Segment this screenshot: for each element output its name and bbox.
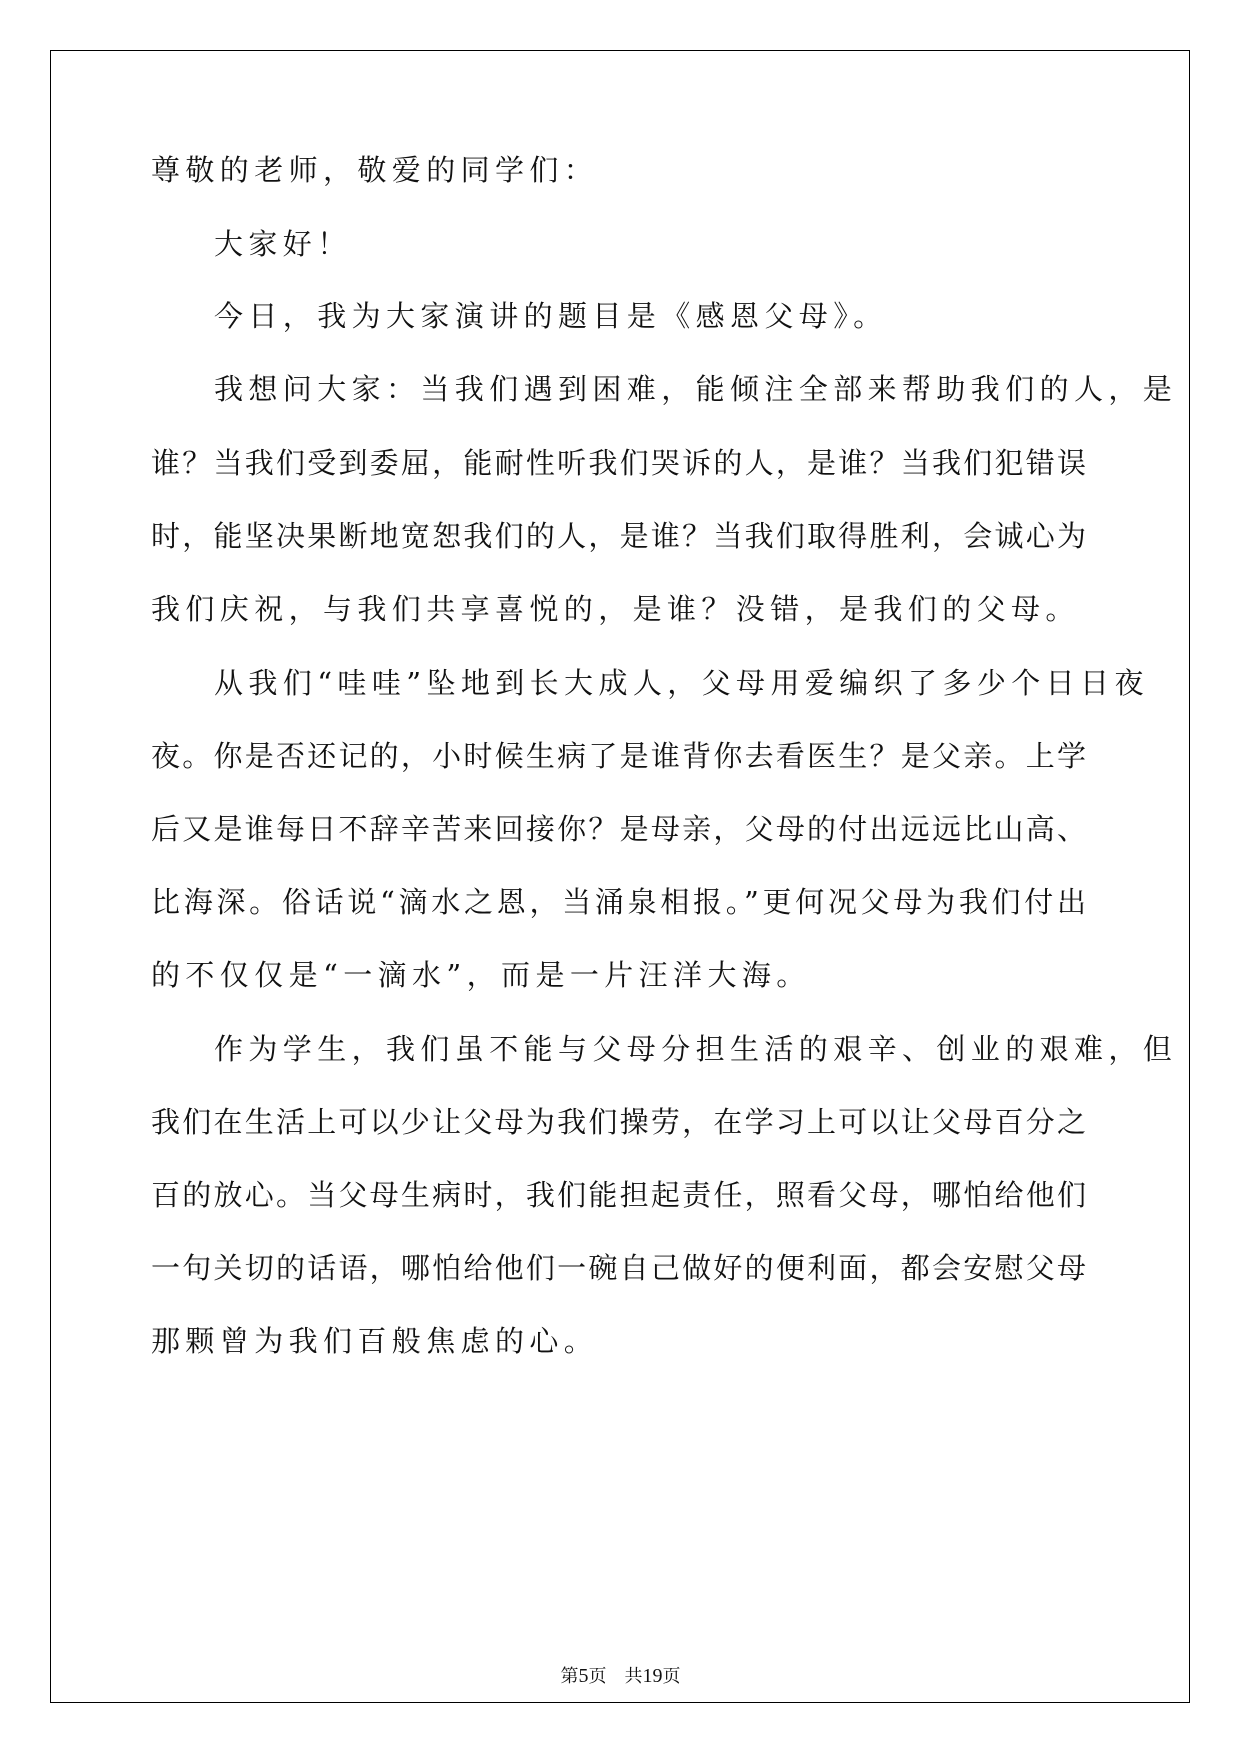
total-prefix: 共 xyxy=(624,1666,643,1686)
page-prefix: 第 xyxy=(560,1666,579,1686)
topic-line: 今日，我为大家演讲的题目是《感恩父母》。 xyxy=(214,299,888,333)
page-suffix: 页 xyxy=(588,1666,607,1686)
paragraph-line: 我想问大家：当我们遇到困难，能倾注全部来帮助我们的人，是 xyxy=(214,372,1178,406)
paragraph-line: 作为学生，我们虽不能与父母分担生活的艰辛、创业的艰难，但 xyxy=(214,1032,1178,1066)
paragraph-line: 的不仅仅是“一滴水”，而是一片汪洋大海。 xyxy=(151,958,811,992)
paragraph-line: 那颗曾为我们百般焦虑的心。 xyxy=(151,1324,599,1358)
paragraph-line: 后又是谁每日不辞辛苦来回接你？是母亲，父母的付出远远比山高、 xyxy=(151,812,1086,846)
paragraph-line: 比海深。俗话说“滴水之恩，当涌泉相报。”更何况父母为我们付出 xyxy=(151,885,1086,919)
page-footer xyxy=(0,1662,1241,1688)
salutation: 尊敬的老师，敬爱的同学们： xyxy=(151,153,599,187)
paragraph-line: 我们庆祝，与我们共享喜悦的，是谁？没错，是我们的父母。 xyxy=(151,592,1080,626)
paragraph-line: 夜。你是否还记的，小时候生病了是谁背你去看医生？是父亲。上学 xyxy=(151,739,1086,773)
paragraph-line: 百的放心。当父母生病时，我们能担起责任，照看父母，哪怕给他们 xyxy=(151,1178,1086,1212)
paragraph-line: 谁？当我们受到委屈，能耐性听我们哭诉的人，是谁？当我们犯错误 xyxy=(151,446,1086,480)
paragraph-line: 时，能坚决果断地宽恕我们的人，是谁？当我们取得胜利，会诚心为 xyxy=(151,519,1086,553)
page-total: 19 xyxy=(642,1665,663,1687)
paragraph-line: 我们在生活上可以少让父母为我们操劳，在学习上可以让父母百分之 xyxy=(151,1105,1086,1139)
total-suffix: 页 xyxy=(662,1666,681,1686)
page-number: 5 xyxy=(578,1665,589,1687)
paragraph-line: 从我们“哇哇”坠地到长大成人，父母用爱编织了多少个日日夜 xyxy=(214,666,1149,700)
paragraph-line: 一句关切的话语，哪怕给他们一碗自己做好的便利面，都会安慰父母 xyxy=(151,1251,1086,1285)
greeting-line: 大家好！ xyxy=(214,227,352,261)
